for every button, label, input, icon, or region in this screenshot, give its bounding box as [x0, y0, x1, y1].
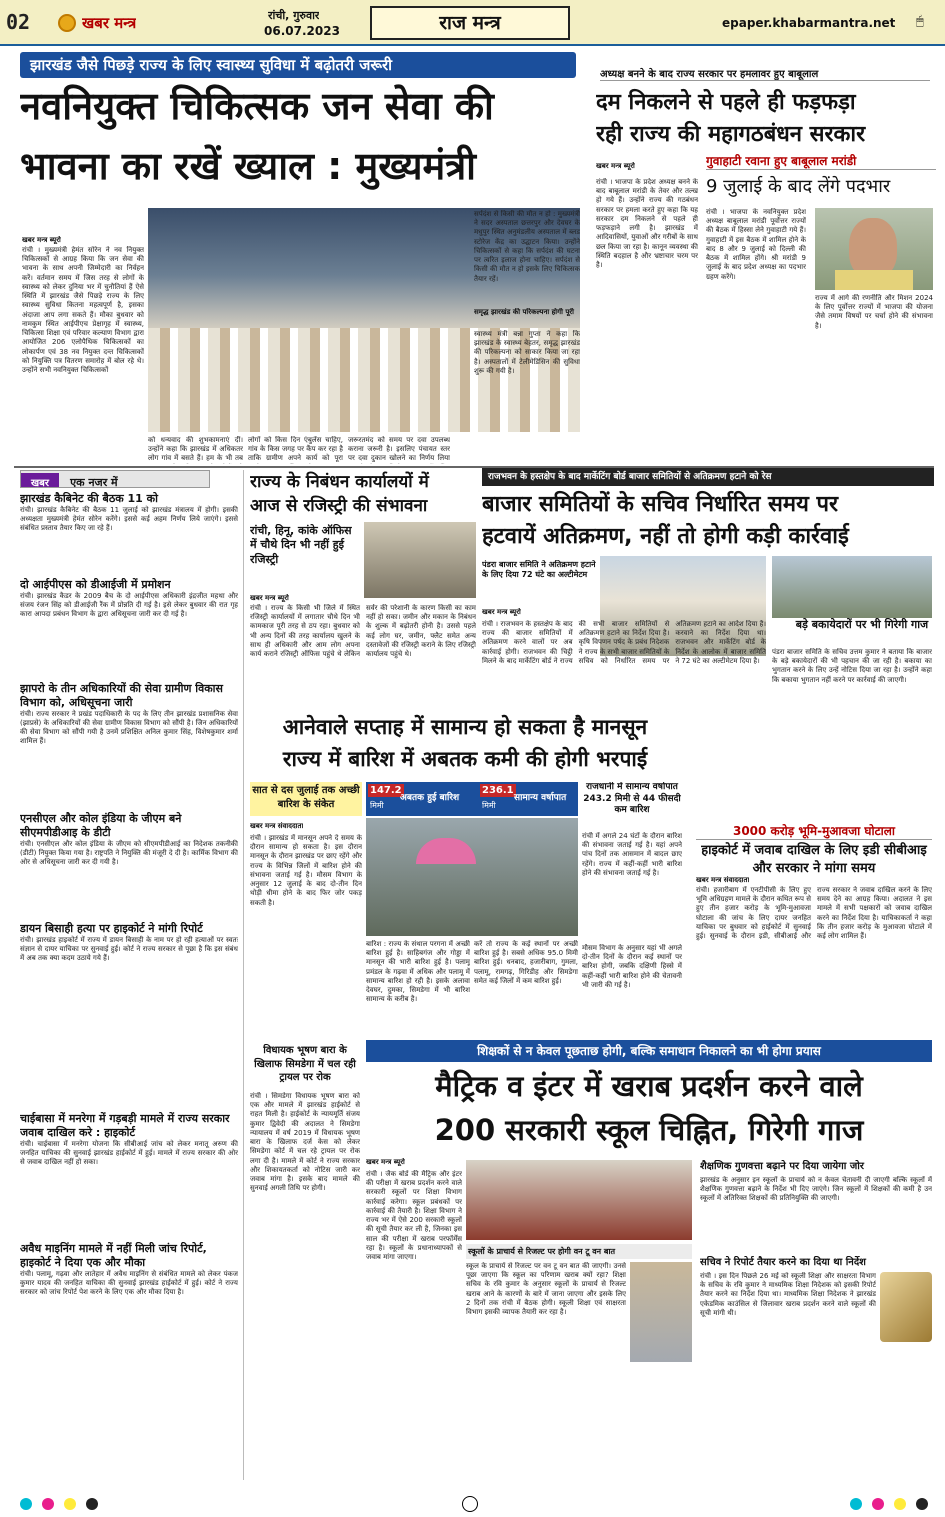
bazar-body-2: पंडरा बाजार समिति के सचिव उत्तम कुमार ने बताया कि बाजार के बड़े बकायेदारों की भी पहचान की जा रही है। बकाया का भुगतान करने के लिए उन्हें नोटिस दिया जा रहा है। उन्होंने कहा कि बकाया भुगतान नहीं करने पर कार्रवाई की जाएगी।	[772, 648, 932, 684]
brand-logo-icon	[58, 14, 76, 32]
ek-nazar-tag	[20, 470, 210, 488]
school-body-3: झारखंड के अनुसार इन स्कूलों के प्राचार्य को न केवल चेतावनी दी जाएगी बल्कि स्कूलों में शैक्षणिक गुणवत्ता बढ़ाने के निर्देश भी दिए जाएंगे। जिन स्कूलों में शिक्षकों की कमी है उन स्कूलों में अतिरिक्त शिक्षकों की प्रतिनियुक्ति की जाएगी।	[700, 1176, 932, 1203]
list-item-text: रांची। झारखंड हाइकोर्ट में राज्य में डायन बिसाही के नाम पर हो रही हत्याओं पर स्वतः संज्ञान से दायर याचिका पर सुनवाई हुई। कोर्ट ने राज्य सरकार से पूछा है कि इस संबंध में अब तक क्या कदम उठाये गये हैं।	[20, 935, 238, 963]
list-item-title: चाईबासा में मनरेगा में गड़बड़ी मामले में राज्य सरकार जवाब दाखिल करे : हाइकोर्ट	[20, 1112, 230, 1139]
lead-body-3: लोगों को किस दिन एंबुलेंस चाहिए, गांव के किस जगह पर कैंप कर रहा है ताकि ग्रामीण अपने कार्य को पूरा	[248, 436, 343, 463]
monsoon-body-3: रांची में अगले 24 घंटों के दौरान बारिश की संभावना जताई गई है। यहां अपने पांच दिनों तक आसमान में बादल छाए रहेंगे। राज्य में कहीं-कहीं भारी बारिश होने की संभावना जताई गई है।	[582, 832, 682, 877]
monsoon-body-2: बारिश : राज्य के संथाल परगना में अच्छी बारिश हुई है। साहिबगंज और गोड्डा में मानसून की भारी बारिश हुई है। पलामू प्रमंडल के गढ़वा में अधिक और पलामू में सामान्य बारिश हो रही है। इसके अलावा देवघर, दुमका, सिमडेगा में भी बारिश सामान्य के करीब है।	[366, 940, 470, 1004]
list-item-text: रांची। चाईबासा में मनरेगा योजना कि सीबीआई जांच को लेकर मनातू अरुण की जनहित याचिका की सुनवाई झारखंड हाईकोर्ट में हुई। मामले में राज्य सरकार की ओर से जवाब दाखिल नहीं हो सका।	[20, 1139, 238, 1166]
bazar-kicker: राजभवन के हस्तक्षेप के बाद मार्केटिंग बोर्ड बाजार समितियों से अतिक्रमण हटाने को रेस	[482, 468, 934, 486]
ghotala-kicker: 3000 करोड़ भूमि-मुआवजा घोटाला	[696, 822, 932, 840]
ghotala-byline: खबर मन्त्र संवाददाता	[696, 876, 750, 884]
ek-nazar-tag-label: खबर	[21, 473, 59, 488]
babulal-body-1: रांची । भाजपा के प्रदेश अध्यक्ष बनने के बाद बाबूलाल मरांडी के तेवर और तल्ख हो गये हैं। उन्होंने राज्य की गठबंधन सरकार पर हमला करते हुए कहा कि यह सरकार दम निकलने से पहले ही फड़फड़ाने लगी है। झारखंड में आदिवासियों, युवाओं और गरीबों के साथ छल किया जा रहा है। कानून व्यवस्था की स्थिति बदहाल है और भ्रष्टाचार चरम पर है।	[596, 178, 698, 270]
stat-rainfall-normal	[478, 782, 578, 816]
school-body-2: स्कूल के प्राचार्य से रिजल्ट पर वन टू वन बात की जाएगी। उनसे पूछा जाएगा कि स्कूल का परिणाम खराब क्यों रहा? शिक्षा सचिव के रवि कुमार के अनुसार स्कूलों के प्राचार्य से रिजल्ट खराब आने के कारणों के बारे में जाना जाएगा और इसके लिए 2 दिनों तक रांची में बैठक होगी। स्कूली शिक्षा एवं साक्षरता विभाग इसकी व्यापक तैयारी कर रहा है।	[466, 1262, 626, 1317]
stat-unit: मिमी	[482, 801, 496, 810]
monsoon-highlight-box: सात से दस जुलाई तक अच्छी बारिश के संकेत	[250, 782, 362, 816]
school-building-photo	[466, 1160, 692, 1240]
list-item-text: रांची। पलामू, गढ़वा और लातेहार में अवैध माइनिंग से संबंधित मामले को लेकर पंकज कुमार यादव की जनहित याचिका की सुनवाई झारखंड हाईकोर्ट में हुई। कोर्ट ने राज्य सरकार को जांच रिपोर्ट पेश करने के लिए एक और मौका दिया है।	[20, 1269, 238, 1296]
babulal-subhead: गुवाहाटी रवाना हुए बाबूलाल मरांडी	[706, 152, 936, 170]
stat-unit: मिमी	[370, 801, 384, 810]
registry-body: रांची । राज्य के किसी भी जिले में स्थित रजिस्ट्री कार्यालयों में लगातार चौथे दिन भी कामकाज पूरी तरह से ठप रहा। बुधवार को भी अन्य दिनों की तरह कार्यालय खुलने के साथ ही अधिकारी और आम लोग अपना कार्य कराने रजिस्ट्री ऑफिस पहुंचे थे लेकिन सर्वर की परेशानी के कारण किसी का काम नहीं हो सका। जमीन और मकान के निबंधन के शुल्क में बढ़ोतरी होनी है। उससे पहले कई लोग घर, जमीन, फ्लैट समेत अन्य दस्तावेजों की रजिस्ट्री कराने के लिए रजिस्ट्री कार्यालय पहुंचे थे।	[250, 604, 476, 659]
bazar-caption: पंडरा बाजार समिति ने अतिक्रमण हटाने के लिए दिया 72 घंटे का अल्टीमेटम	[482, 560, 596, 580]
list-item-text: रांची। एनसीएल और कोल इंडिया के जीएम को सीएमपीडीआई का निदेशक तकनीकी (डीटी) नियुक्त किया गया है। राष्ट्रपति ने नियुक्ति की मंजूरी दे दी है। कार्मिक विभाग की ओर से अधिसूचना जारी कर दी गयी है।	[20, 839, 238, 866]
monsoon-body-4: करें तो राज्य के कई स्थानों पर अच्छी बारिश हुई है। सबसे अधिक 95.0 मिमी बारिश हुई। धनबाद, हजारीबाग, गुमला, पलामू, रामगढ़, गिरिडीह और सिमडेगा समेत कई जिलों में कम बारिश हुई।	[474, 940, 578, 985]
babulal-headline-1: दम निकलने से पहले ही फड़फड़ा	[596, 90, 856, 115]
registry-subhead: रांची, हिनू, कांके ऑफिस में चौथे दिन भी नहीं हुई रजिस्ट्री	[250, 524, 352, 566]
lead-headline-2: भावना का रखें ख्याल : मुख्यमंत्री	[20, 144, 477, 188]
list-item-title: दो आईपीएस को डीआईजी में प्रमोशन	[20, 578, 171, 591]
bazar-body: रांची । राजभवन के हस्तक्षेप के बाद राज्य की बाजार समितियों में अतिक्रमण करने वालों पर अब कार्रवाई होगी। राजभवन की चिट्ठी मिलने के बाद मार्केटिंग बोर्ड ने राज्य की सभी बाजार समितियों से अतिक्रमण हटाने का निर्देश दिया है। कृषि विपणन पर्षद के प्रबंध निदेशक ने राज्य के सभी बाजार समितियों के सचिव को निर्धारित समय पर अतिक्रमण हटाने का आदेश दिया है। करवाने का निर्देश दिया था। राजभवन और मार्केटिंग बोर्ड के निर्देश के आलोक में बाजार समिति ने 72 घंटे का अल्टीमेटम दिया है।	[482, 620, 766, 665]
babulal-subhead-2: 9 जुलाई के बाद लेंगे पदभार	[706, 176, 891, 197]
list-item	[20, 1242, 238, 1382]
monsoon-headline-1: आनेवाले सप्ताह में सामान्य हो सकता है मानसून	[282, 715, 648, 739]
registry-office-photo	[364, 522, 476, 598]
school-subhead-2: सचिव ने रिपोर्ट तैयार करने का दिया था निर्देश	[700, 1257, 866, 1268]
list-item-title: डायन बिसाही हत्या पर हाइकोर्ट ने मांगी रिपोर्ट	[20, 922, 203, 935]
stat-label: अबतक हुई बारिश	[400, 793, 460, 803]
bazar-headline-2: हटवायें अतिक्रमण, नहीं तो होगी कड़ी कार्रवाई	[482, 524, 849, 549]
section-name: राज मन्त्र	[370, 6, 570, 40]
school-headline-2: 200 सरकारी स्कूल चिह्नित, गिरेगी गाज	[434, 1113, 864, 1147]
list-item-title: अवैध माइनिंग मामले में नहीं मिली जांच रिपोर्ट, हाइकोर्ट ने दिया एक और मौका	[20, 1242, 207, 1269]
list-item	[20, 1112, 238, 1242]
monsoon-body-1: रांची । झारखंड में मानसून अपने दे समय के दौरान सामान्य हो सकता है। इस दौरान मानसून के दौरान झारखंड पर छाए रहेंगे और राज्य के विभिन्न जिलों में बारिश होने की संभावना जताई गई है। मौसम विभाग के अनुसार 12 जुलाई के बाद दो-तीन दिन थोड़ी धीमा होने के बाद फिर जोर पकड़ सकती है।	[250, 834, 362, 907]
babulal-body-2: रांची । भाजपा के नवनियुक्त प्रदेश अध्यक्ष बाबूलाल मरांडी पूर्वोत्तर राज्यों की बैठक में हिस्सा लेने गुवाहाटी गये हैं। गुवाहाटी में इस बैठक में शामिल होने के बाद 8 और 9 जुलाई को दिल्ली की बैठक में शामिल होंगे। श्री मरांडी 9 जुलाई के बाद प्रदेश अध्यक्ष का पदभार ग्रहण करेंगे।	[706, 208, 806, 281]
mla-body: रांची । सिमडेगा विधायक भूषण बारा को एक और मामले में झारखंड हाईकोर्ट से राहत मिली है। हाईकोर्ट के न्यायमूर्ति संजय कुमार द्विवेदी की अदालत ने सिमडेगा न्यायालय में वर्ष 2019 में विधायक भूषण बारा के खिलाफ दर्ज केस को लेकर सिमडेगा कोर्ट में चल रहे ट्रायल पर रोक लगा दी है। मामले में कोर्ट ने राज्य सरकार और शिकायतकर्ता को नोटिस जारी कर जवाब मांगा है। इसके बाद मामले की सुनवाई अगली तिथि पर होगी।	[250, 1092, 360, 1193]
monsoon-byline: खबर मन्त्र संवाददाता	[250, 822, 304, 830]
crosshair-icon	[462, 1496, 478, 1512]
ek-nazar-list	[20, 492, 238, 1492]
lead-body-1: रांची । मुख्यमंत्री हेमंत सोरेन ने नव नियुक्त चिकित्सकों से आग्रह किया कि जन सेवा की भावना के साथ अपनी जिम्मेदारी का निर्वहन करें। वर्तमान समय में जिस तरह से लोगों के स्वास्थ्य को लेकर दुनिया भर में चुनौतियां हैं ऐसे स्थिति में झारखंड जैसे पिछड़े राज्य के लिए स्वास्थ्य सुविधा कितना महत्वपूर्ण है, इसका अंदाजा आप लगा सकते हैं। मौका बुधवार को नामकुम स्थित आईपीएच प्रेक्षागृह में स्वास्थ्य, चिकित्सा शिक्षा एवं परिवार कल्याण विभाग द्वारा आयोजित 206 एलोपैथिक चिकित्सकों का लोकार्पण एवं 38 नव नियुक्त दन्त चिकित्सकों को नियुक्ति पत्र वितरण समारोह में बोल रहे थे। उन्होंने सभी नवनियुक्त चिकित्सकों	[22, 246, 144, 375]
monsoon-body-5: मौसम विभाग के अनुसार यहां भी अगले दो-तीन दिनों के दौरान कई स्थानों पर बारिश होगी, जबकि दक्षिणी हिस्से में कहीं-कहीं भारी बारिश होने की चेतावनी भी जारी की गई है।	[582, 944, 682, 989]
list-item-title: एनसीएल और कोल इंडिया के जीएम बने सीएमपीडीआइ के डीटी	[20, 812, 182, 839]
lead-body-2: को धन्यवाद की शुभकामनाएं दीं। उन्होंने कहा कि झारखंड में अधिकतर लोग गांव में बसते हैं। हम के भी तब	[148, 436, 243, 463]
list-item-text: रांची। झारखंड कैबिनेट की बैठक 11 जुलाई को झारखंड मंत्रालय में होगी। इसकी अध्यक्षता मुख्यमंत्री हेमंत सोरेन करेंगे। इससे कई अहम निर्णय लिये जाएंगे। इससे संबंधित प्रस्ताव तैयार किए जा रहे हैं।	[20, 505, 238, 533]
list-item-text: रांची। झारखंड कैडर के 2009 बैच के दो आईपीएस अधिकारी इंद्रजीत महथा और संजय रंजन सिंह को डीआईजी रैंक में प्रोन्नति दी गई है। इसे लेकर बुधवार की रात गृह कारा आपदा प्रबंधन विभाग के द्वारा अधिसूचना जारी कर दी गई है।	[20, 591, 238, 619]
bazar-subhead: बड़े बकायेदारों पर भी गिरेगी गाज	[795, 618, 929, 631]
school-kicker: शिक्षकों से न केवल पूछताछ होगी, बल्कि समाधान निकालने का भी होगा प्रयास	[366, 1040, 932, 1062]
column-rule	[243, 470, 244, 1480]
registry-headline-2: आज से रजिस्ट्री की संभावना	[250, 496, 428, 516]
page-number: 02	[6, 10, 31, 34]
babulal-kicker: अध्यक्ष बनने के बाद राज्य सरकार पर हमलावर हुए बाबूलाल	[600, 66, 930, 81]
bazar-headline-1: बाजार समितियों के सचिव निर्धारित समय पर	[482, 492, 838, 517]
pen-illustration	[880, 1272, 932, 1342]
list-item	[20, 922, 238, 1112]
babulal-body-3: राज्य में आगे की रणनीति और मिशन 2024 के लिए पूर्वोत्तर राज्यों में भाजपा की योजना जैसे तमाम विषयों पर चर्चा होने की संभावना है।	[815, 294, 933, 330]
list-item	[20, 492, 238, 578]
lead-body-4: जरूरतमंद को समय पर दवा उपलब्ध कराना जरूरी है। इसलिए पंचायत स्तर पर दवा दुकान खोलने का निर्णय लिया	[348, 436, 450, 463]
cursor-icon: 🖱	[916, 14, 924, 29]
monsoon-headline-2: राज्य में बारिश में अबतक कमी की होगी भरपाई	[282, 747, 648, 771]
school-subhead-1: शैक्षणिक गुणवत्ता बढ़ाने पर दिया जायेगा जोर	[700, 1161, 864, 1172]
monsoon-capital-head: राजधानी में सामान्य वर्षापात 243.2 मिमी से 44 फीसदी कम बारिश	[583, 782, 681, 816]
ghotala-body: रांची। हजारीबाग में एनटीपीसी के लिए हुए भूमि अधिग्रहण मामले के दौरान कथित रूप से हुए तीन हजार करोड़ के भूमि-मुआवजा घोटाला की जांच के लिए दायर जनहित याचिका पर बुधवार को हाईकोर्ट में सुनवाई हुई। सुनवाई के दौरान इडी, सीबीआई और राज्य सरकार ने जवाब दाखिल करने के लिए समय देने का आग्रह किया। अदालत ने इस मामले में सभी पक्षकारों को जवाब दाखिल करने का निर्देश दिया है। याचिकाकर्ता ने कहा कि तीन हजार करोड़ के मुआवजा घोटाले में कई लोग शामिल हैं।	[696, 886, 932, 941]
lead-headline-1: नवनियुक्त चिकित्सक जन सेवा की	[20, 84, 494, 128]
list-item-text: रांची। राज्य सरकार ने प्रखंड पदाधिकारी के पद के लिए तीन झारखंड प्रशासनिक सेवा (झाप्रसे) के अधिकारियों की सेवा ग्रामीण विकास विभाग को सौंपी है। जिन अधिकारियों की सेवा विभाग को सौंपी गयी है उनमें प्रशिक्षित अनिल कुमार सिंह, विशेषकुमार शर्मा शामिल हैं।	[20, 709, 238, 746]
ghotala-headline: हाइकोर्ट में जवाब दाखिल के लिए इडी सीबीआइ और सरकार ने मांगा समय	[701, 843, 927, 876]
school-caption: स्कूलों के प्राचार्य से रिजल्ट पर होगी वन टू वन बात	[466, 1244, 692, 1259]
market-building-photo	[772, 556, 932, 618]
list-item-title: झारखंड कैबिनेट की बैठक 11 को	[20, 492, 158, 505]
lead-subhead: समृद्ध झारखंड की परिकल्पना होगी पूरी	[474, 308, 574, 316]
masthead	[0, 0, 945, 46]
rain-photo	[366, 818, 578, 936]
mla-headline: विधायक भूषण बारा के खिलाफ सिमडेगा में चल रही ट्रायल पर रोक	[254, 1045, 356, 1083]
official-portrait-photo	[630, 1262, 692, 1362]
ek-nazar-title: एक नजर में	[70, 476, 118, 488]
list-item-title: झापरो के तीन अधिकारियों की सेवा ग्रामीण विकास विभाग को, अधिसूचना जारी	[20, 682, 223, 709]
school-byline: खबर मन्त्र ब्यूरो	[366, 1158, 405, 1166]
stat-value: 147.2	[370, 785, 402, 796]
lead-body-6: स्वास्थ्य मंत्री बन्ना गुप्ता ने कहा कि झारखंड के स्वास्थ्य बेहतर, समृद्ध झारखंड की परिकल्पना को साकार किया जा रहा है। अस्पतालों में टेलीमेडिसिन की सुविधा शुरू की गयी है।	[474, 330, 580, 375]
list-item	[20, 812, 238, 922]
school-headline-1: मैट्रिक व इंटर में खराब प्रदर्शन करने वाले	[435, 1069, 863, 1103]
print-registration-marks	[0, 1494, 945, 1517]
school-body: रांची । जैक बोर्ड की मैट्रिक और इंटर की परीक्षा में खराब प्रदर्शन करने वाले सरकारी स्कूलों पर शिक्षा विभाग कार्रवाई करेगा। स्कूल प्रबंधकों पर कार्रवाई की तैयारी है। शिक्षा विभाग ने राज्य भर में ऐसे 200 सरकारी स्कूलों की सूची तैयार कर ली है, जिनका इस साल की परीक्षा में खराब परफॉर्मेंस रहा है। स्कूलों के प्रधानाध्यापकों से जवाब मांगा जाएगा।	[366, 1170, 462, 1262]
stat-rainfall-actual	[366, 782, 478, 816]
lead-body-5: सर्पदंश से किसी की मौत न हो : मुख्यमंत्री ने सदर अस्पताल छत्तरपुर और देवघर के मधुपुर स्थित अनुमंडलीय अस्पताल में ब्लड स्टोरेज केंद्र का उद्घाटन किया। उन्होंने चिकित्सकों से कहा कि सर्पदंश की घटना पर त्वरित इलाज होना चाहिए। सर्पदंश से किसी की मौत न हो इसके लिए चिकित्सक तैयार रहें।	[474, 210, 580, 283]
stat-value: 236.1	[482, 785, 514, 796]
school-body-4: रांची । इस दिन पिछले 26 मई को स्कूली शिक्षा और साक्षरता विभाग के सचिव के रवि कुमार ने माध्यमिक शिक्षा निदेशक को इसकी रिपोर्ट तैयार करने का निर्देश दिया था। माध्यमिक शिक्षा निदेशक ने झारखंड एकेडमिक काउंसिल से जिलावार खराब प्रदर्शन करने वाले स्कूलों की सूची मांगी थी।	[700, 1272, 876, 1317]
stat-label: सामान्य वर्षापात	[514, 793, 567, 803]
list-item	[20, 578, 238, 682]
dateline-date: 06.07.2023	[264, 24, 340, 38]
lead-byline: खबर मन्त्र ब्यूरो	[22, 236, 61, 244]
registry-headline-1: राज्य के निबंधन कार्यालयों में	[250, 472, 429, 492]
lead-kicker: झारखंड जैसे पिछड़े राज्य के लिए स्वास्थ्य सुविधा में बढ़ोतरी जरूरी	[20, 52, 576, 78]
website-link[interactable]: epaper.khabarmantra.net	[722, 16, 896, 30]
brand-name: खबर मन्त्र	[82, 14, 137, 32]
dateline-city: रांची, गुरुवार	[268, 9, 320, 22]
list-item	[20, 682, 238, 812]
babulal-byline: खबर मन्त्र ब्यूरो	[596, 162, 635, 170]
bazar-byline: खबर मन्त्र ब्यूरो	[482, 608, 521, 616]
babulal-headline-2: रही राज्य की महागठबंधन सरकार	[596, 122, 866, 147]
registry-byline: खबर मन्त्र ब्यूरो	[250, 594, 289, 602]
babulal-portrait-photo	[815, 208, 933, 290]
